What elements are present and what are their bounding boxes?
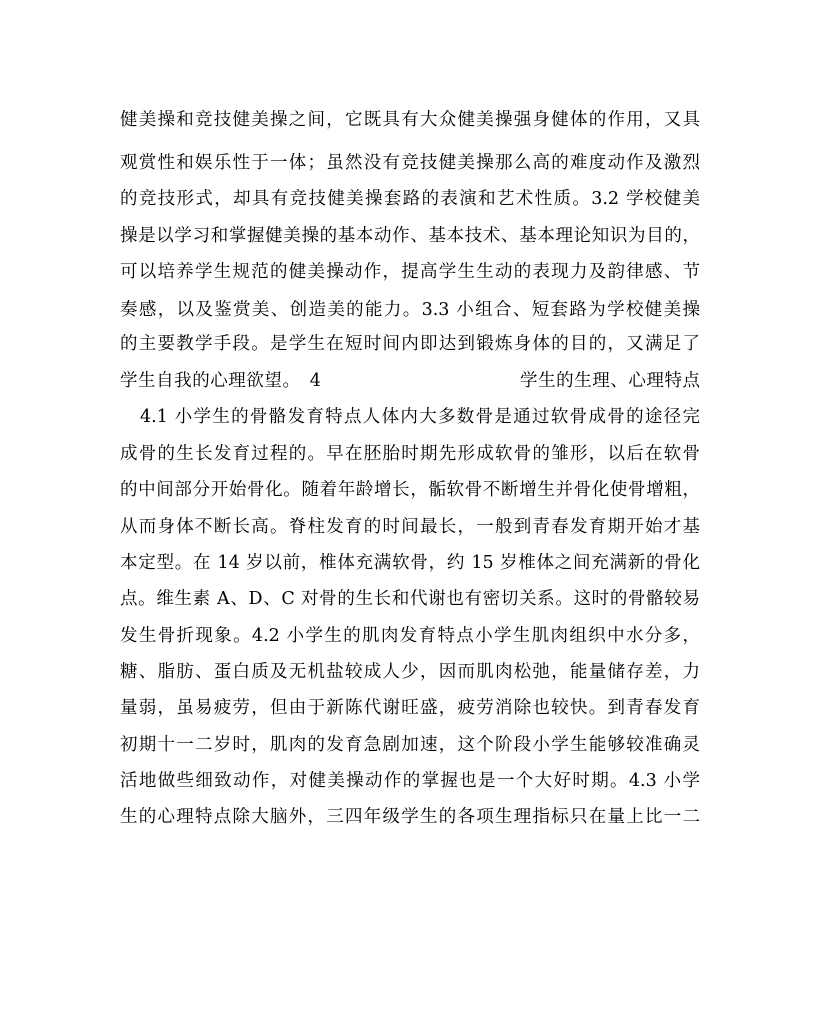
text-line: 成骨的生长发育过程的。早在胚胎时期先形成软骨的雏形，以后在软骨: [120, 444, 700, 464]
text-line: 奏感，以及鉴赏美、创造美的能力。3.3 小组合、短套路为学校健美操: [120, 300, 700, 320]
text-line: 操是以学习和掌握健美操的基本动作、基本技术、基本理论知识为目的，: [120, 226, 700, 246]
text-line: 点。维生素 A、D、C 对骨的生长和代谢也有密切关系。这时的骨骼较易: [120, 589, 700, 609]
text-line: 4.1 小学生的骨骼发育特点人体内大多数骨是通过软骨成骨的途径完: [140, 407, 700, 427]
text-line: 本定型。在 14 岁以前，椎体充满软骨，约 15 岁椎体之间充满新的骨化: [120, 553, 700, 573]
text-line: 从而身体不断长高。脊柱发育的时间最长，一般到青春发育期开始才基: [120, 517, 700, 537]
text-line: 观赏性和娱乐性于一体；虽然没有竞技健美操那么高的难度动作及激烈: [120, 153, 700, 173]
text-line: 的中间部分开始骨化。随着年龄增长，骺软骨不断增生并骨化使骨增粗，: [120, 480, 700, 500]
text-line: 初期十一二岁时，肌肉的发育急剧加速，这个阶段小学生能够较准确灵: [120, 735, 700, 755]
section-heading-line: 学生自我的心理欲望。 4 学生的生理、心理特点: [120, 371, 700, 391]
text-line: 的竞技形式，却具有竞技健美操套路的表演和艺术性质。3.2 学校健美: [120, 189, 700, 209]
text-line: 糖、脂肪、蛋白质及无机盐较成人少，因而肌肉松弛，能量储存差，力: [120, 662, 700, 682]
text-line: 的主要教学手段。是学生在短时间内即达到锻炼身体的目的，又满足了: [120, 334, 700, 354]
text-line: 量弱，虽易疲劳，但由于新陈代谢旺盛，疲劳消除也较快。到青春发育: [120, 698, 700, 718]
text-line: 发生骨折现象。4.2 小学生的肌肉发育特点小学生肌肉组织中水分多，: [120, 626, 700, 646]
text-line: 健美操和竞技健美操之间，它既具有大众健美操强身健体的作用，又具: [120, 110, 700, 130]
text-line: 活地做些细致动作，对健美操动作的掌握也是一个大好时期。4.3 小学: [120, 771, 700, 791]
text-line: 可以培养学生规范的健美操动作，提高学生生动的表现力及韵律感、节: [120, 262, 700, 282]
text-line: 生的心理特点除大脑外，三四年级学生的各项生理指标只在量上比一二: [120, 807, 700, 827]
